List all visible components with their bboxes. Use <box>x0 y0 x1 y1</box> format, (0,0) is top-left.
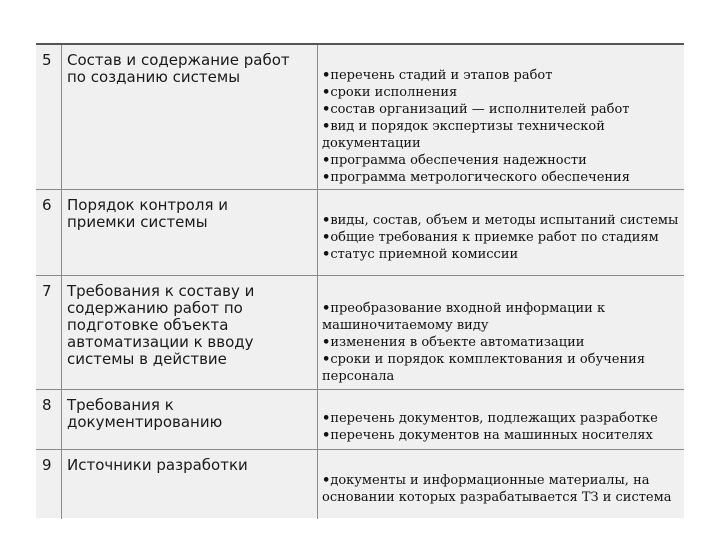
bullet-list <box>322 472 682 506</box>
bullet-icon: • <box>322 230 331 245</box>
column-divider <box>317 276 318 390</box>
bullet-item: •состав организаций — исполнителей работ <box>322 102 630 117</box>
row-number: 9 <box>42 456 52 474</box>
bullet-icon: • <box>322 170 331 185</box>
table-row <box>36 45 684 189</box>
bullet-icon: • <box>322 68 331 83</box>
requirements-table <box>36 43 684 518</box>
bullet-icon: • <box>322 411 331 426</box>
bullet-item: •перечень документов, подлежащих разработке <box>322 411 658 426</box>
column-divider <box>61 276 62 390</box>
bullet-item: •общие требования к приемке работ по стадиям <box>322 230 659 245</box>
bullet-item: •сроки и порядок комплектования и обучения персонала <box>322 352 646 384</box>
bullet-icon: • <box>322 473 331 488</box>
table-row <box>36 275 684 390</box>
bullet-icon: • <box>322 301 331 316</box>
bullet-icon: • <box>322 102 331 117</box>
row-title: Порядок контроля и приемки системы <box>67 196 228 231</box>
row-title: Состав и содержание работ по созданию системы <box>67 51 290 86</box>
bullet-item: •вид и порядок экспертизы технической документации <box>322 119 605 151</box>
column-divider <box>317 45 318 189</box>
bullet-item: •изменения в объекте автоматизации <box>322 335 585 350</box>
row-number: 8 <box>42 396 52 414</box>
bullet-item: •программа обеспечения надежности <box>322 153 587 168</box>
bullet-icon: • <box>322 352 331 367</box>
bullet-icon: • <box>322 85 331 100</box>
column-divider <box>317 190 318 276</box>
bullet-item: •преобразование входной информации к машиночитаемому виду <box>322 301 606 333</box>
bullet-item: •программа метрологического обеспечения <box>322 170 630 185</box>
row-title: Требования к составу и содержанию работ по подготовке объекта автоматизации к вводу системы в действие <box>67 282 255 368</box>
bullet-item: •виды, состав, объем и методы испытаний системы <box>322 213 679 228</box>
bullet-list <box>322 410 682 444</box>
row-number: 7 <box>42 282 52 300</box>
bullet-list <box>322 67 682 186</box>
column-divider <box>61 450 62 519</box>
bullet-icon: • <box>322 119 331 134</box>
bullet-icon: • <box>322 247 331 262</box>
row-number: 6 <box>42 196 52 214</box>
row-number: 5 <box>42 51 52 69</box>
bullet-item: •перечень документов на машинных носителях <box>322 428 653 443</box>
row-title: Источники разработки <box>67 456 248 474</box>
table-row <box>36 389 684 450</box>
column-divider <box>61 190 62 276</box>
column-divider <box>61 45 62 189</box>
bullet-icon: • <box>322 153 331 168</box>
column-divider <box>317 450 318 519</box>
bullet-icon: • <box>322 335 331 350</box>
bullet-list <box>322 212 682 263</box>
table-row <box>36 189 684 276</box>
bullet-icon: • <box>322 213 331 228</box>
column-divider <box>317 390 318 450</box>
bullet-icon: • <box>322 428 331 443</box>
table-row <box>36 449 684 519</box>
bullet-item: •статус приемной комиссии <box>322 247 519 262</box>
bullet-item: •документы и информационные материалы, на основании которых разрабатывается ТЗ и система <box>322 473 672 505</box>
bullet-item: •перечень стадий и этапов работ <box>322 68 553 83</box>
column-divider <box>61 390 62 450</box>
row-title: Требования к документированию <box>67 396 223 431</box>
bullet-item: •сроки исполнения <box>322 85 458 100</box>
bullet-list <box>322 300 682 385</box>
